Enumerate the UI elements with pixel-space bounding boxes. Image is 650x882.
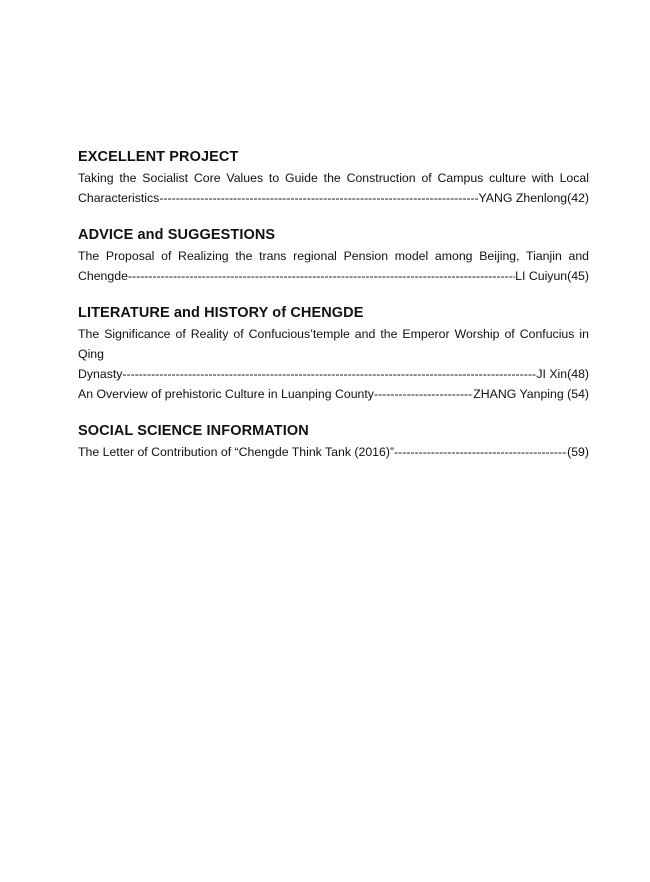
toc-entry-title: An Overview of prehistoric Culture in Luanping County bbox=[78, 387, 374, 401]
toc-entry-title: The Proposal of Realizing the trans regional Pension model among Beijing, Tianjin and bbox=[78, 249, 589, 263]
toc-entry-line bbox=[78, 442, 589, 462]
dot-leader bbox=[122, 364, 536, 384]
section-heading: SOCIAL SCIENCE INFORMATION bbox=[78, 423, 309, 439]
toc-section-excellent-project bbox=[78, 148, 589, 208]
toc-entry-title: Taking the Socialist Core Values to Guide the Construction of Campus culture with Local bbox=[78, 171, 589, 185]
toc-entry-title-end: Dynasty bbox=[78, 367, 123, 381]
toc-entry-author-page: ZHANG Yanping (54) bbox=[473, 387, 589, 401]
toc-entry-author-page: JI Xin(48) bbox=[536, 367, 589, 381]
dot-leader bbox=[128, 266, 515, 286]
toc-entry-page: (59) bbox=[567, 445, 589, 459]
toc-entry-line bbox=[78, 384, 589, 404]
toc-entry-title-end: Chengde bbox=[78, 269, 128, 283]
toc-entry-title: The Significance of Reality of Confucious’temple and the Emperor Worship of Confucius in Qing bbox=[78, 327, 589, 361]
table-of-contents bbox=[78, 148, 589, 480]
section-heading: EXCELLENT PROJECT bbox=[78, 149, 239, 165]
toc-section-social-science bbox=[78, 422, 589, 462]
toc-entry-line bbox=[78, 266, 589, 286]
dot-leader bbox=[394, 442, 567, 462]
toc-entry-author-page: YANG Zhenlong(42) bbox=[478, 191, 589, 205]
section-heading: LITERATURE and HISTORY of CHENGDE bbox=[78, 305, 364, 321]
toc-section-advice bbox=[78, 226, 589, 286]
dot-leader bbox=[159, 188, 478, 208]
toc-section-literature-history bbox=[78, 304, 589, 404]
toc-entry-line bbox=[78, 364, 589, 384]
toc-entry-title: The Letter of Contribution of “Chengde Think Tank (2016)” bbox=[78, 445, 395, 459]
toc-entry-title-end: Characteristics bbox=[78, 191, 160, 205]
toc-entry-author-page: LI Cuiyun(45) bbox=[515, 269, 589, 283]
dot-leader bbox=[374, 384, 473, 404]
toc-entry-line bbox=[78, 188, 589, 208]
section-heading: ADVICE and SUGGESTIONS bbox=[78, 227, 276, 243]
